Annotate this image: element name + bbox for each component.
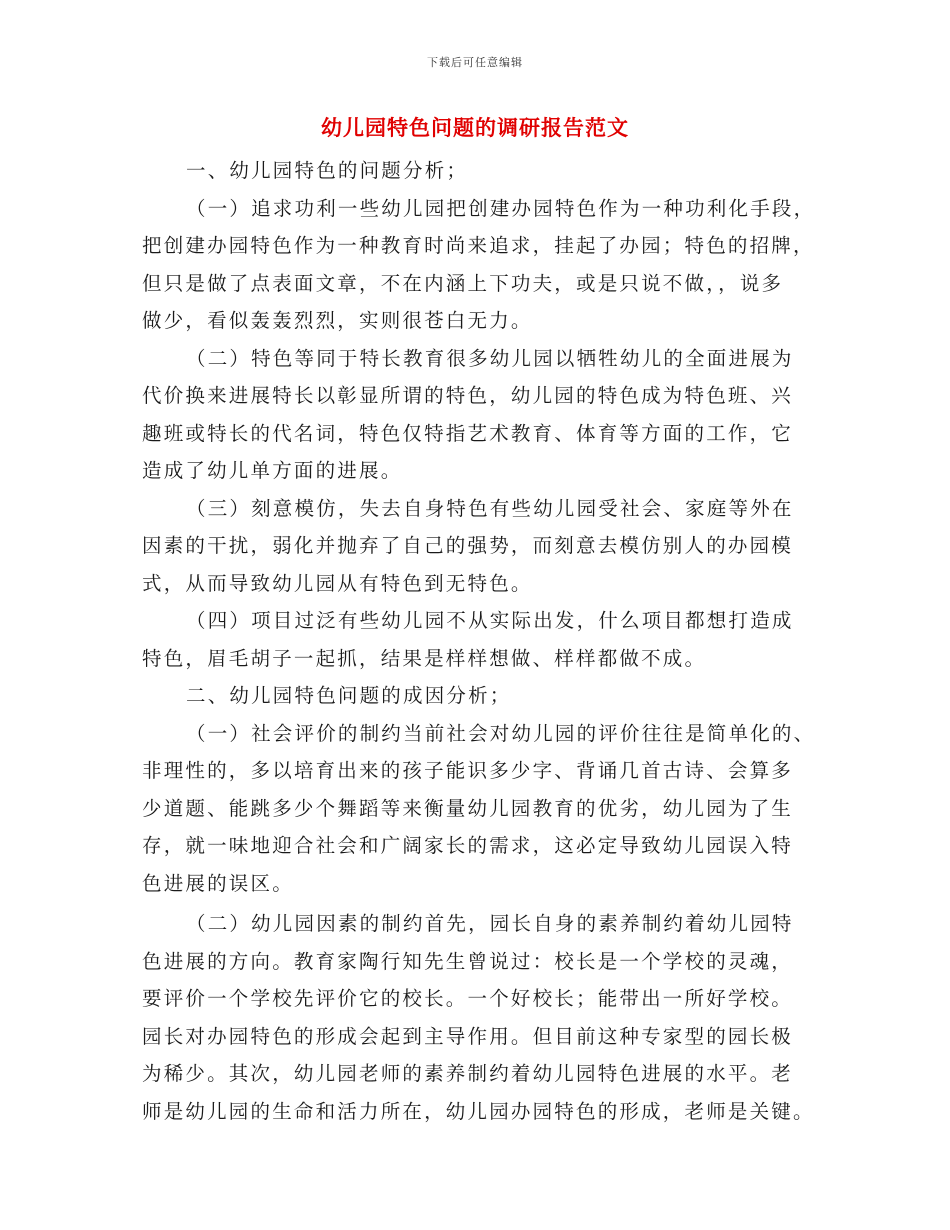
paragraph-line: （二）幼儿园因素的制约首先，园长自身的素养制约着幼儿园特 xyxy=(186,912,794,935)
paragraph xyxy=(142,490,812,603)
paragraph-line: 造成了幼儿单方面的进展。 xyxy=(142,459,403,482)
paragraph-line: 式，从而导致幼儿园从有特色到无特色。 xyxy=(142,571,533,595)
paragraph-line: 少道题、能跳多少个舞蹈等来衡量幼儿园教育的优劣，幼儿园为了生 xyxy=(142,796,794,820)
paragraph-line: 二、幼儿园特色问题的成因分析； xyxy=(186,684,512,707)
paragraph-line: （一）追求功利一些幼儿园把创建办园特色作为一种功利化手段， xyxy=(186,196,816,220)
paragraph-line: 把创建办园特色作为一种教育时尚来追求，挂起了办园；特色的招牌， xyxy=(142,234,815,257)
paragraph-line: 因素的干扰，弱化并抛弃了自己的强势，而刻意去模仿别人的办园模 xyxy=(142,534,794,557)
paragraph xyxy=(142,905,815,1130)
paragraph xyxy=(142,190,816,340)
paragraph-line: 色进展的方向。教育家陶行知先生曾说过：校长是一个学校的灵魂， xyxy=(142,949,794,973)
paragraph-line: （三）刻意模仿，失去自身特色有些幼儿园受社会、家庭等外在 xyxy=(186,496,794,520)
paragraph-line: 色进展的误区。 xyxy=(142,871,294,895)
paragraph xyxy=(142,152,812,190)
paragraph-line: （二）特色等同于特长教育很多幼儿园以牺牲幼儿的全面进展为 xyxy=(186,346,794,370)
paragraph-line: 要评价一个学校先评价它的校长。一个好校长；能带出一所好学校。 xyxy=(142,987,794,1010)
paragraph xyxy=(142,340,812,490)
paragraph-line: 特色，眉毛胡子一起抓，结果是样样想做、样样都做不成。 xyxy=(142,646,707,670)
paragraph-line: 一、幼儿园特色的问题分析； xyxy=(186,159,469,182)
paragraph-line: （一）社会评价的制约当前社会对幼儿园的评价往往是简单化的、 xyxy=(186,721,816,745)
paragraph-line: 为稀少。其次，幼儿园老师的素养制约着幼儿园特色进展的水平。老 xyxy=(142,1062,794,1085)
header-note: 下载后可任意编辑 xyxy=(427,56,523,69)
paragraph-line: 存，就一味地迎合社会和广阔家长的需求，这必定导致幼儿园误入特 xyxy=(142,834,794,857)
paragraph-line: 代价换来进展特长以彰显所谓的特色，幼儿园的特色成为特色班、兴 xyxy=(142,384,794,407)
paragraph xyxy=(142,677,812,715)
paragraph-line: 非理性的，多以培育出来的孩子能识多少字、背诵几首古诗、会算多 xyxy=(142,759,794,782)
paragraph xyxy=(142,715,816,903)
document-title: 幼儿园特色问题的调研报告范文 xyxy=(321,116,629,140)
paragraph-line: 师是幼儿园的生命和活力所在，幼儿园办园特色的形成，老师是关键。 xyxy=(142,1099,815,1123)
paragraph-line: 趣班或特长的代名词，特色仅特指艺术教育、体育等方面的工作，它 xyxy=(142,421,794,445)
paragraph-line: 做少，看似轰轰烈烈，实则很苍白无力。 xyxy=(142,309,533,332)
document-body xyxy=(142,152,816,1130)
paragraph xyxy=(142,602,812,677)
paragraph-line: （四）项目过泛有些幼儿园不从实际出发，什么项目都想打造成 xyxy=(186,609,794,632)
paragraph-line: 园长对办园特色的形成会起到主导作用。但目前这种专家型的园长极 xyxy=(142,1024,794,1048)
paragraph-line: 但只是做了点表面文章，不在内涵上下功夫，或是只说不做，，说多 xyxy=(142,271,784,295)
